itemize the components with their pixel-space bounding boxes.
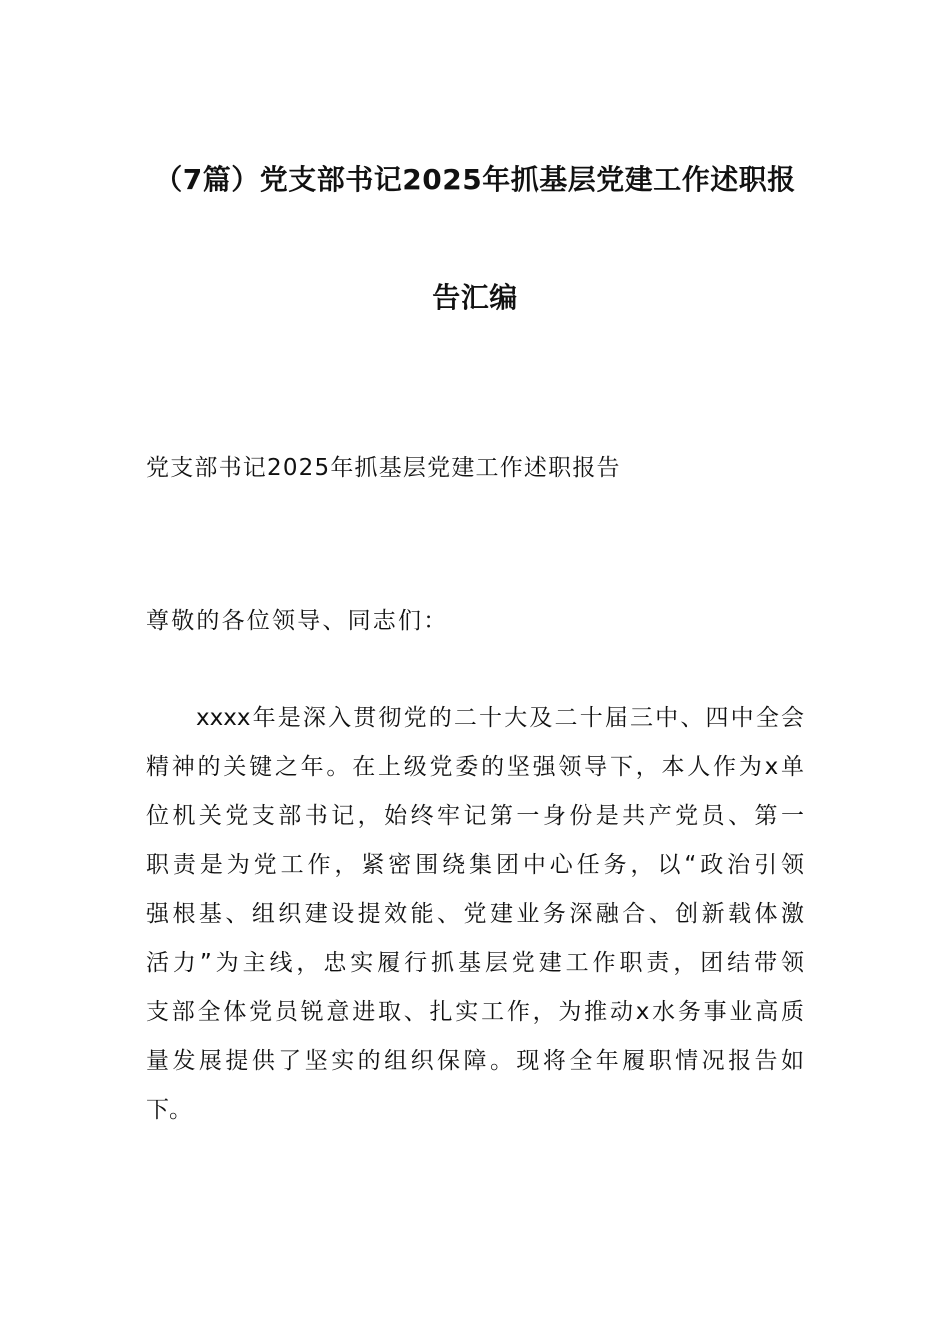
body-paragraph [146,700,804,1141]
body-line: 精神的关键之年。在上级党委的坚强领导下，本人作为x单 [146,754,804,780]
body-line: 活力”为主线，忠实履行抓基层党建工作职责，团结带领 [146,950,804,976]
body-line: 下。 [146,1097,192,1123]
body-line: xxxx年是深入贯彻党的二十大及二十届三中、四中全会 [196,705,804,731]
report-subtitle: 党支部书记2025年抓基层党建工作述职报告 [146,455,621,481]
body-line: 职责是为党工作，紧密围绕集团中心任务，以“政治引领 [146,852,804,878]
body-line: 位机关党支部书记，始终牢记第一身份是共产党员、第一 [146,803,804,829]
body-line: 强根基、组织建设提效能、党建业务深融合、创新载体激 [146,901,804,927]
body-line: 支部全体党员锐意进取、扎实工作，为推动x水务事业高质 [146,999,804,1025]
salutation: 尊敬的各位领导、同志们： [146,608,449,634]
document-title-line-2: 告汇编 [432,281,518,314]
body-line: 量发展提供了坚实的组织保障。现将全年履职情况报告如 [146,1048,804,1074]
document-title-line-1: （7篇）党支部书记2025年抓基层党建工作述职报 [154,163,796,196]
